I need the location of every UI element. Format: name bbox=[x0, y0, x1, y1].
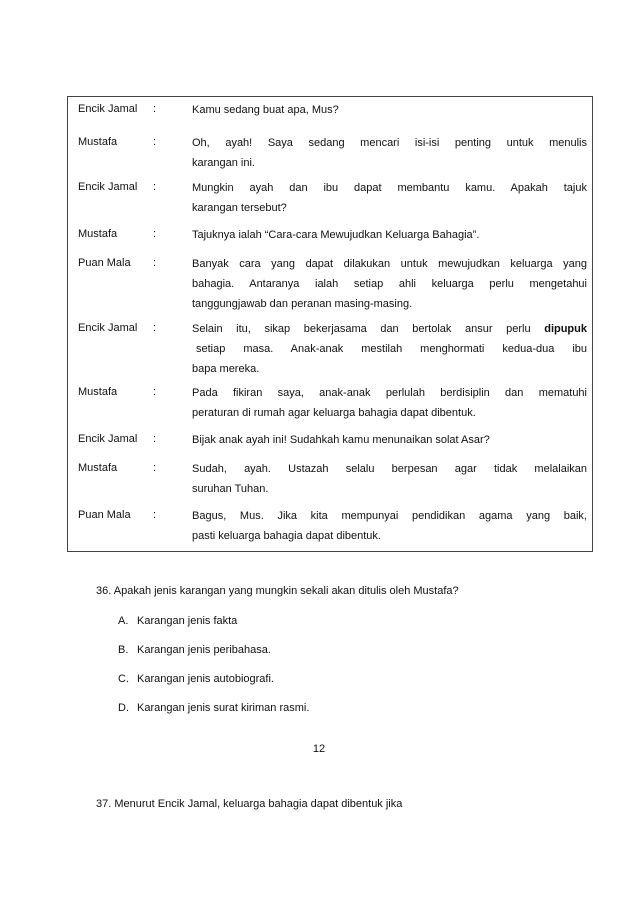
speaker-name: Encik Jamal bbox=[78, 103, 138, 115]
speaker-name: Encik Jamal bbox=[78, 433, 138, 445]
option-text: Karangan jenis peribahasa. bbox=[137, 644, 271, 656]
colon: : bbox=[153, 386, 157, 398]
dialogue-line: Pada fikiran saya, anak-anak perlulah berdisiplin dan mematuhi bbox=[192, 387, 587, 399]
dialogue-line: karangan ini. bbox=[192, 157, 255, 169]
colon: : bbox=[153, 103, 157, 115]
dialogue-line-text: Selain itu, sikap bekerjasama dan bertolak ansur perlu bbox=[192, 323, 531, 335]
option-letter: B. bbox=[118, 644, 129, 656]
colon: : bbox=[153, 257, 157, 269]
dialogue-box bbox=[67, 96, 593, 552]
dialogue-line: setiap masa. Anak-anak mestilah menghormati kedua-dua ibu bbox=[196, 343, 587, 355]
dialogue-line: Bagus, Mus. Jika kita mempunyai pendidikan agama yang baik, bbox=[192, 510, 587, 522]
dialogue-line: suruhan Tuhan. bbox=[192, 483, 269, 495]
speaker-name: Mustafa bbox=[78, 386, 118, 398]
question-text: Menurut Encik Jamal, keluarga bahagia dapat dibentuk jika bbox=[114, 798, 403, 810]
option-text: Karangan jenis surat kiriman rasmi. bbox=[137, 702, 310, 714]
bold-keyword: dipupuk bbox=[544, 323, 587, 335]
dialogue-line: Mungkin ayah dan ibu dapat membantu kamu. Apakah tajuk bbox=[192, 182, 587, 194]
dialogue-line bbox=[192, 319, 587, 339]
dialogue-line: Bijak anak ayah ini! Sudahkah kamu menunaikan solat Asar? bbox=[192, 434, 490, 446]
speaker-name: Mustafa bbox=[78, 228, 118, 240]
question-36 bbox=[96, 585, 459, 597]
speaker-name: Mustafa bbox=[78, 136, 118, 148]
dialogue-line: Tajuknya ialah “Cara-cara Mewujudkan Keluarga Bahagia”. bbox=[192, 229, 480, 241]
answer-option-d bbox=[118, 702, 309, 714]
dialogue-line: Banyak cara yang dapat dilakukan untuk mewujudkan keluarga yang bbox=[192, 258, 587, 270]
question-37 bbox=[96, 798, 402, 810]
page-number: 12 bbox=[312, 743, 326, 755]
dialogue-line: Sudah, ayah. Ustazah selalu berpesan agar tidak melalaikan bbox=[192, 463, 587, 475]
answer-option-b bbox=[118, 644, 271, 656]
option-text: Karangan jenis autobiografi. bbox=[137, 673, 274, 685]
speaker-name: Encik Jamal bbox=[78, 322, 138, 334]
colon: : bbox=[153, 433, 157, 445]
speaker-name: Puan Mala bbox=[78, 509, 131, 521]
option-text: Karangan jenis fakta bbox=[137, 615, 238, 627]
dialogue-line: Kamu sedang buat apa, Mus? bbox=[192, 104, 339, 116]
question-text: Apakah jenis karangan yang mungkin sekali akan ditulis oleh Mustafa? bbox=[113, 585, 459, 597]
dialogue-line: bapa mereka. bbox=[192, 363, 260, 375]
colon: : bbox=[153, 181, 157, 193]
option-letter: C. bbox=[118, 673, 129, 685]
option-letter: A. bbox=[118, 615, 129, 627]
answer-option-a bbox=[118, 615, 237, 627]
speaker-name: Encik Jamal bbox=[78, 181, 138, 193]
colon: : bbox=[153, 322, 157, 334]
question-number: 36. bbox=[96, 585, 112, 597]
colon: : bbox=[153, 136, 157, 148]
dialogue-line: bahagia. Antaranya ialah setiap ahli keluarga perlu mengetahui bbox=[192, 278, 587, 290]
option-letter: D. bbox=[118, 702, 129, 714]
dialogue-line: tanggungjawab dan peranan masing-masing. bbox=[192, 298, 413, 310]
colon: : bbox=[153, 228, 157, 240]
speaker-name: Puan Mala bbox=[78, 257, 131, 269]
dialogue-line: Oh, ayah! Saya sedang mencari isi-isi penting untuk menulis bbox=[192, 137, 587, 149]
dialogue-line: karangan tersebut? bbox=[192, 202, 287, 214]
answer-option-c bbox=[118, 673, 274, 685]
colon: : bbox=[153, 462, 157, 474]
colon: : bbox=[153, 509, 157, 521]
dialogue-line: pasti keluarga bahagia dapat dibentuk. bbox=[192, 530, 381, 542]
speaker-name: Mustafa bbox=[78, 462, 118, 474]
dialogue-line: peraturan di rumah agar keluarga bahagia dapat dibentuk. bbox=[192, 407, 476, 419]
question-number: 37. bbox=[96, 798, 112, 810]
